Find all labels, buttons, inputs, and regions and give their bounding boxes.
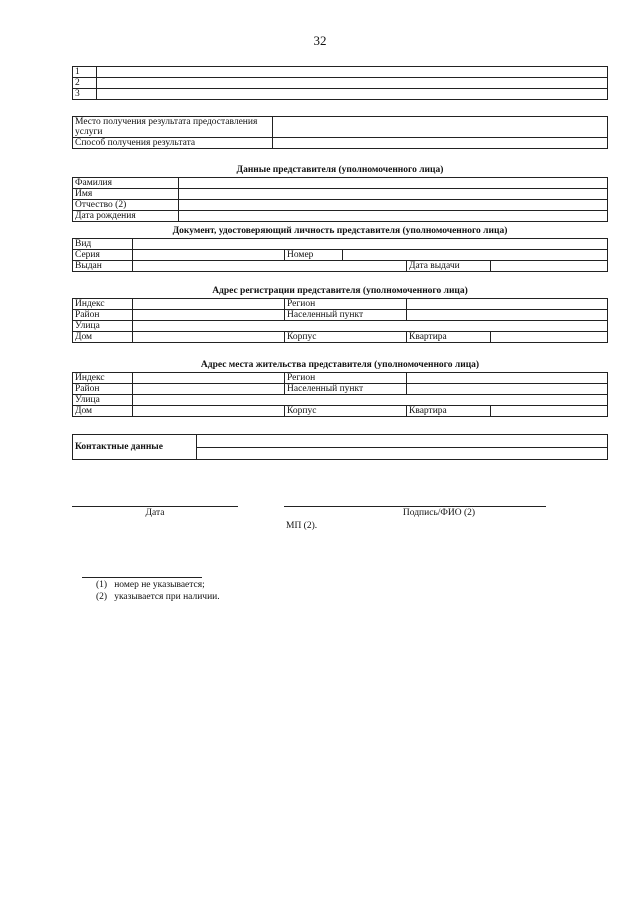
reg-region-field[interactable]	[407, 299, 608, 310]
reg-district-field[interactable]	[133, 310, 285, 321]
doc-type-field[interactable]	[133, 239, 608, 250]
date-label: Дата	[145, 508, 165, 518]
row-value-field[interactable]	[97, 78, 608, 89]
doc-number-label: Номер	[285, 250, 343, 261]
result-method-label: Способ получения результата	[73, 138, 273, 149]
res-apartment-field[interactable]	[491, 406, 608, 417]
reg-index-field[interactable]	[133, 299, 285, 310]
doc-issued-label: Выдан	[73, 261, 133, 272]
result-place-field[interactable]	[273, 117, 608, 138]
doc-issued-field[interactable]	[133, 261, 407, 272]
document-heading: Документ, удостоверяющий личность представителя (уполномоченного лица)	[172, 226, 508, 236]
patronymic-field[interactable]	[179, 200, 608, 211]
doc-type-label: Вид	[73, 239, 133, 250]
res-district-label: Район	[73, 384, 133, 395]
document-table	[72, 238, 608, 272]
numbered-row	[73, 78, 608, 89]
reg-street-field[interactable]	[133, 321, 608, 332]
name-label: Имя	[73, 189, 179, 200]
res-region-label: Регион	[285, 373, 407, 384]
res-locality-field[interactable]	[407, 384, 608, 395]
birth-date-field[interactable]	[179, 211, 608, 222]
doc-number-field[interactable]	[343, 250, 608, 261]
reg-building-label: Корпус	[285, 332, 407, 343]
reg-locality-label: Населенный пункт	[285, 310, 407, 321]
row-number: 1	[73, 67, 97, 78]
reg-region-label: Регион	[285, 299, 407, 310]
doc-issue-date-field[interactable]	[491, 261, 608, 272]
reg-locality-field[interactable]	[407, 310, 608, 321]
reg-street-label: Улица	[73, 321, 133, 332]
birth-date-label: Дата рождения	[73, 211, 179, 222]
row-value-field[interactable]	[97, 89, 608, 100]
date-line	[72, 506, 238, 507]
contacts-label: Контактные данные	[73, 435, 197, 460]
res-building-label: Корпус	[285, 406, 407, 417]
surname-label: Фамилия	[73, 178, 179, 189]
res-district-field[interactable]	[133, 384, 285, 395]
stamp-label: МП (2).	[286, 521, 318, 531]
numbered-rows-table	[72, 66, 608, 100]
res-house-label: Дом	[73, 406, 133, 417]
res-address-heading: Адрес места жительства представителя (уполномоченного лица)	[200, 360, 480, 370]
footnote-2: (2) указывается при наличии.	[96, 592, 220, 602]
numbered-row	[73, 67, 608, 78]
signature-line	[284, 506, 546, 507]
res-house-field[interactable]	[133, 406, 285, 417]
signature-label: Подпись/ФИО (2)	[402, 508, 476, 518]
representative-table	[72, 177, 608, 222]
doc-series-label: Серия	[73, 250, 133, 261]
res-locality-label: Населенный пункт	[285, 384, 407, 395]
res-street-field[interactable]	[133, 395, 608, 406]
res-index-field[interactable]	[133, 373, 285, 384]
contacts-field[interactable]	[197, 435, 608, 448]
row-number: 3	[73, 89, 97, 100]
row-number: 2	[73, 78, 97, 89]
reg-apartment-field[interactable]	[491, 332, 608, 343]
row-value-field[interactable]	[97, 67, 608, 78]
reg-house-label: Дом	[73, 332, 133, 343]
footnote-1: (1) номер не указывается;	[96, 580, 205, 590]
reg-index-label: Индекс	[73, 299, 133, 310]
doc-series-field[interactable]	[133, 250, 285, 261]
contacts-field[interactable]	[197, 447, 608, 460]
result-place-label: Место получения результата предоставления услуги	[73, 117, 273, 138]
res-street-label: Улица	[73, 395, 133, 406]
reg-address-heading: Адрес регистрации представителя (уполномоченного лица)	[212, 286, 468, 296]
contacts-table	[72, 434, 608, 460]
reg-apartment-label: Квартира	[407, 332, 491, 343]
numbered-row	[73, 89, 608, 100]
surname-field[interactable]	[179, 178, 608, 189]
res-index-label: Индекс	[73, 373, 133, 384]
name-field[interactable]	[179, 189, 608, 200]
result-table	[72, 116, 608, 149]
result-method-field[interactable]	[273, 138, 608, 149]
res-address-table	[72, 372, 608, 417]
footnote-separator	[82, 577, 202, 578]
reg-house-field[interactable]	[133, 332, 285, 343]
reg-address-table	[72, 298, 608, 343]
patronymic-label: Отчество (2)	[73, 200, 179, 211]
representative-heading: Данные представителя (уполномоченного лица)	[236, 165, 444, 175]
res-apartment-label: Квартира	[407, 406, 491, 417]
res-region-field[interactable]	[407, 373, 608, 384]
doc-issue-date-label: Дата выдачи	[407, 261, 491, 272]
reg-district-label: Район	[73, 310, 133, 321]
page-number: 32	[313, 33, 327, 48]
